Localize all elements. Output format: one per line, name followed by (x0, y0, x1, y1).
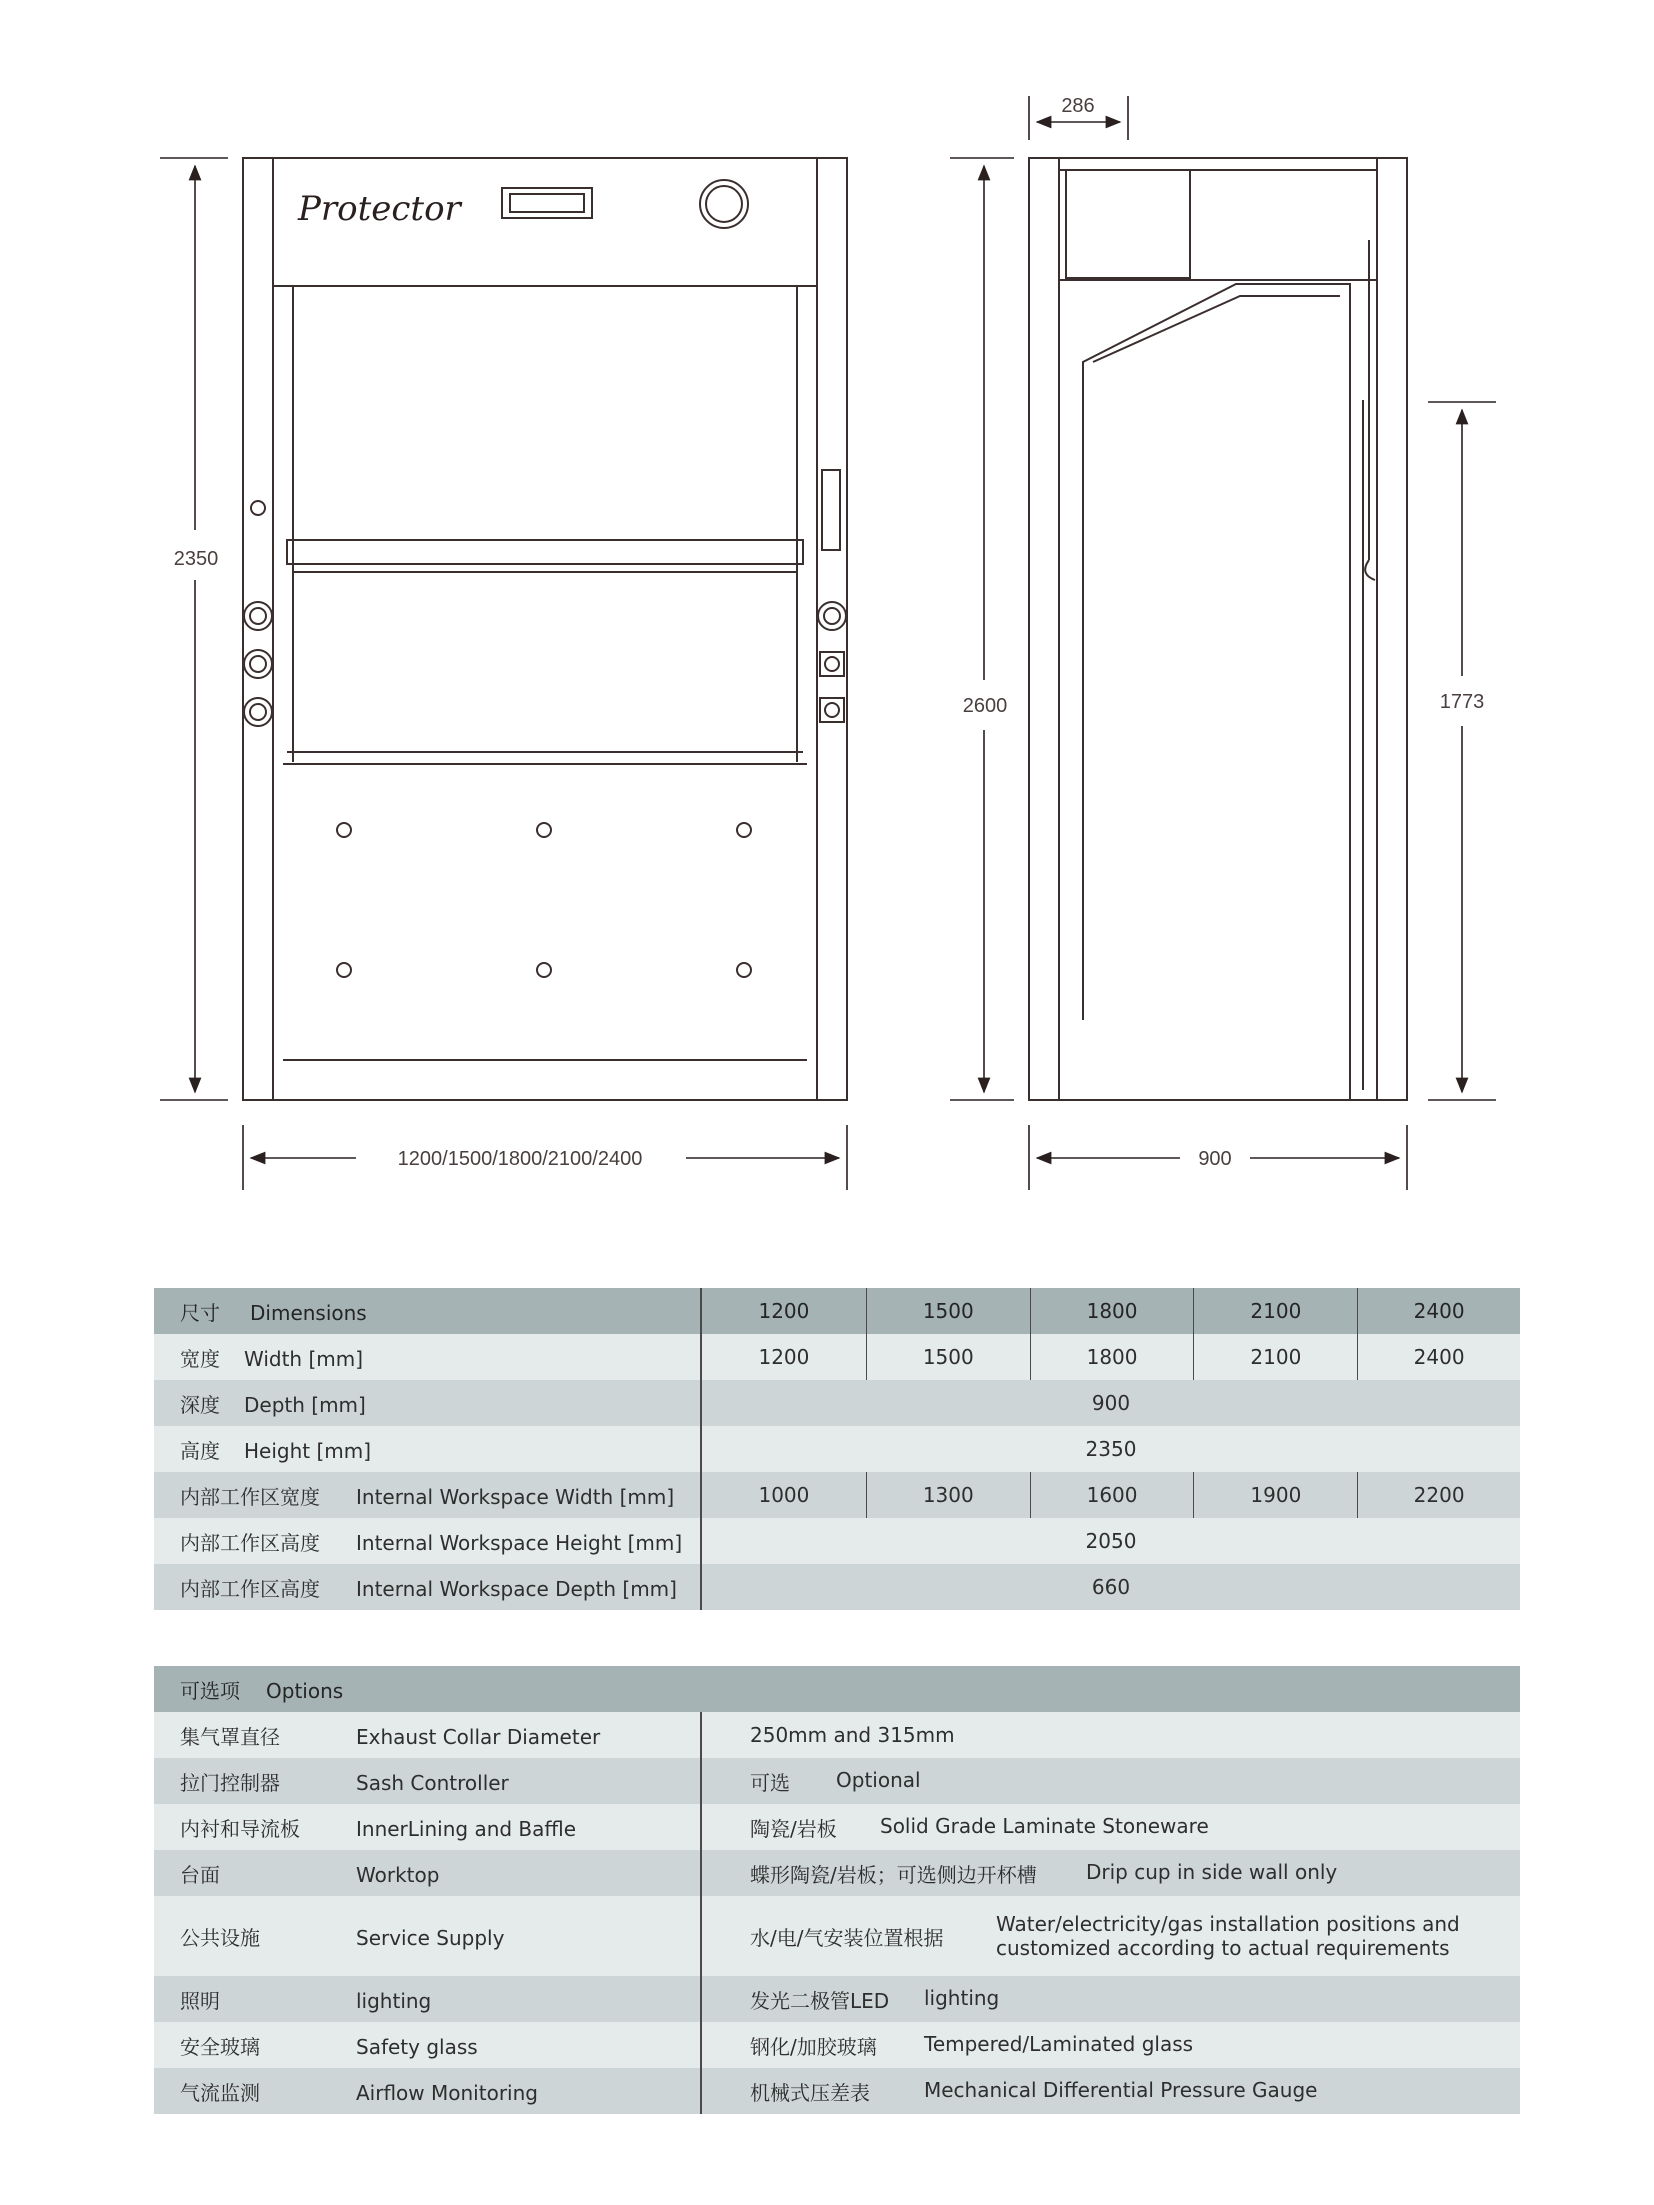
side-height-label: 2600 (962, 695, 1008, 717)
row-value-cn: 水/电/气安装位置根据 (750, 1925, 944, 1950)
row-value-en: Optional (836, 1767, 921, 1792)
model-header: 1800 (1030, 1288, 1194, 1334)
protector-logo: Protector (298, 189, 461, 229)
row-value-cn: 陶瓷/岩板 (750, 1816, 837, 1841)
model-header: 1200 (701, 1288, 866, 1334)
row-label-en: Height [mm] (244, 1438, 372, 1463)
row-value-en: Tempered/Laminated glass (924, 2031, 1194, 2056)
cell-value: 1000 (701, 1472, 866, 1518)
row-value-en: Mechanical Differential Pressure Gauge (924, 2077, 1318, 2102)
row-label-cn: 内部工作区高度 (180, 1530, 320, 1555)
row-label-en: lighting (356, 1988, 432, 2013)
row-label-cn: 公共设施 (180, 1925, 260, 1950)
table-row (154, 1518, 1520, 1564)
row-label-cn: 高度 (180, 1438, 220, 1463)
table-row (154, 1896, 1520, 1976)
row-label-en: Width [mm] (244, 1346, 364, 1371)
table-row (154, 2068, 1520, 2114)
table-row (154, 1850, 1520, 1896)
row-value-cn: 蝶形陶瓷/岩板；可选侧边开杯槽 (750, 1862, 1037, 1887)
cell-value: 1600 (1030, 1472, 1194, 1518)
cell-value: 2200 (1358, 1472, 1520, 1518)
row-label-en: Service Supply (356, 1925, 505, 1950)
table-row (154, 1804, 1520, 1850)
cell-value: 1200 (701, 1334, 866, 1380)
options-header-en: Options (266, 1678, 344, 1703)
dimensions-header-cn: 尺寸 (180, 1300, 220, 1325)
row-label-en: InnerLining and Baffle (356, 1816, 577, 1841)
cell-value: 2050 (701, 1518, 1520, 1564)
options-header-cn: 可选项 (180, 1678, 240, 1703)
table-row (154, 1712, 1520, 1758)
cell-value: 1800 (1030, 1334, 1194, 1380)
options-table (154, 1666, 1520, 2114)
row-label-cn: 台面 (180, 1862, 220, 1887)
row-label-cn: 拉门控制器 (180, 1770, 280, 1795)
cell-value: 660 (701, 1564, 1520, 1610)
row-value-cn: 发光二极管LED (750, 1988, 890, 2013)
row-label-cn: 内部工作区宽度 (180, 1484, 320, 1509)
row-label-cn: 深度 (180, 1392, 220, 1417)
table-row (154, 1380, 1520, 1426)
row-label-cn: 宽度 (180, 1346, 220, 1371)
row-label-cn: 内衬和导流板 (180, 1816, 300, 1841)
row-value-en: 250mm and 315mm (750, 1723, 955, 1747)
row-value-cn: 钢化/加胶玻璃 (750, 2034, 877, 2059)
table-row (154, 1758, 1520, 1804)
row-label-cn: 内部工作区高度 (180, 1576, 320, 1601)
model-header: 1500 (866, 1288, 1030, 1334)
cell-value: 2350 (701, 1426, 1520, 1472)
front-width-label: 1200/1500/1800/2100/2400 (397, 1148, 643, 1170)
row-value-en: Solid Grade Laminate Stoneware (880, 1813, 1209, 1838)
row-label-en: Airflow Monitoring (356, 2080, 538, 2105)
table-row (154, 1564, 1520, 1610)
row-label-cn: 安全玻璃 (180, 2034, 260, 2059)
dimensions-table (154, 1288, 1520, 1610)
table-row (154, 1976, 1520, 2022)
row-label-en: Depth [mm] (244, 1392, 366, 1417)
row-label-en: Internal Workspace Width [mm] (356, 1484, 675, 1509)
row-label-cn: 集气罩直径 (180, 1724, 280, 1749)
row-label-en: Exhaust Collar Diameter (356, 1724, 601, 1749)
cell-value: 900 (701, 1380, 1520, 1426)
row-label-en: Worktop (356, 1862, 440, 1887)
model-header: 2400 (1358, 1288, 1520, 1334)
cell-value: 1900 (1194, 1472, 1358, 1518)
row-label-en: Safety glass (356, 2034, 478, 2059)
table-row (154, 1426, 1520, 1472)
row-label-en: Internal Workspace Height [mm] (356, 1530, 683, 1555)
row-label-cn: 照明 (180, 1988, 220, 2013)
row-value-cn: 可选 (750, 1770, 790, 1795)
options-header-row (154, 1666, 1520, 1712)
cell-value: 2100 (1194, 1334, 1358, 1380)
row-value-en-line2: customized according to actual requirements (996, 1936, 1450, 1960)
table-row (154, 2022, 1520, 2068)
row-value-en: Drip cup in side wall only (1086, 1859, 1338, 1884)
row-value-cn: 机械式压差表 (750, 2080, 870, 2105)
cell-value: 2400 (1358, 1334, 1520, 1380)
row-label-cn: 气流监测 (180, 2080, 260, 2105)
row-label-en: Internal Workspace Depth [mm] (356, 1576, 677, 1601)
side-inner-height-label: 1773 (1439, 691, 1485, 713)
table-row (154, 1472, 1520, 1518)
row-label-en: Sash Controller (356, 1770, 509, 1795)
model-header: 2100 (1194, 1288, 1358, 1334)
row-value-en: lighting (924, 1985, 1000, 2010)
front-view (243, 158, 847, 1100)
dimensions-header-en: Dimensions (250, 1300, 367, 1325)
side-depth-label: 900 (1198, 1148, 1232, 1170)
front-height-label: 2350 (173, 548, 219, 570)
row-value-en-line1: Water/electricity/gas installation positions and (996, 1912, 1460, 1936)
cell-value: 1500 (866, 1334, 1030, 1380)
cell-value: 1300 (866, 1472, 1030, 1518)
dimensions-header-row (154, 1288, 1520, 1334)
table-row (154, 1334, 1520, 1380)
side-top-label: 286 (1061, 95, 1095, 117)
side-view (1029, 158, 1407, 1100)
